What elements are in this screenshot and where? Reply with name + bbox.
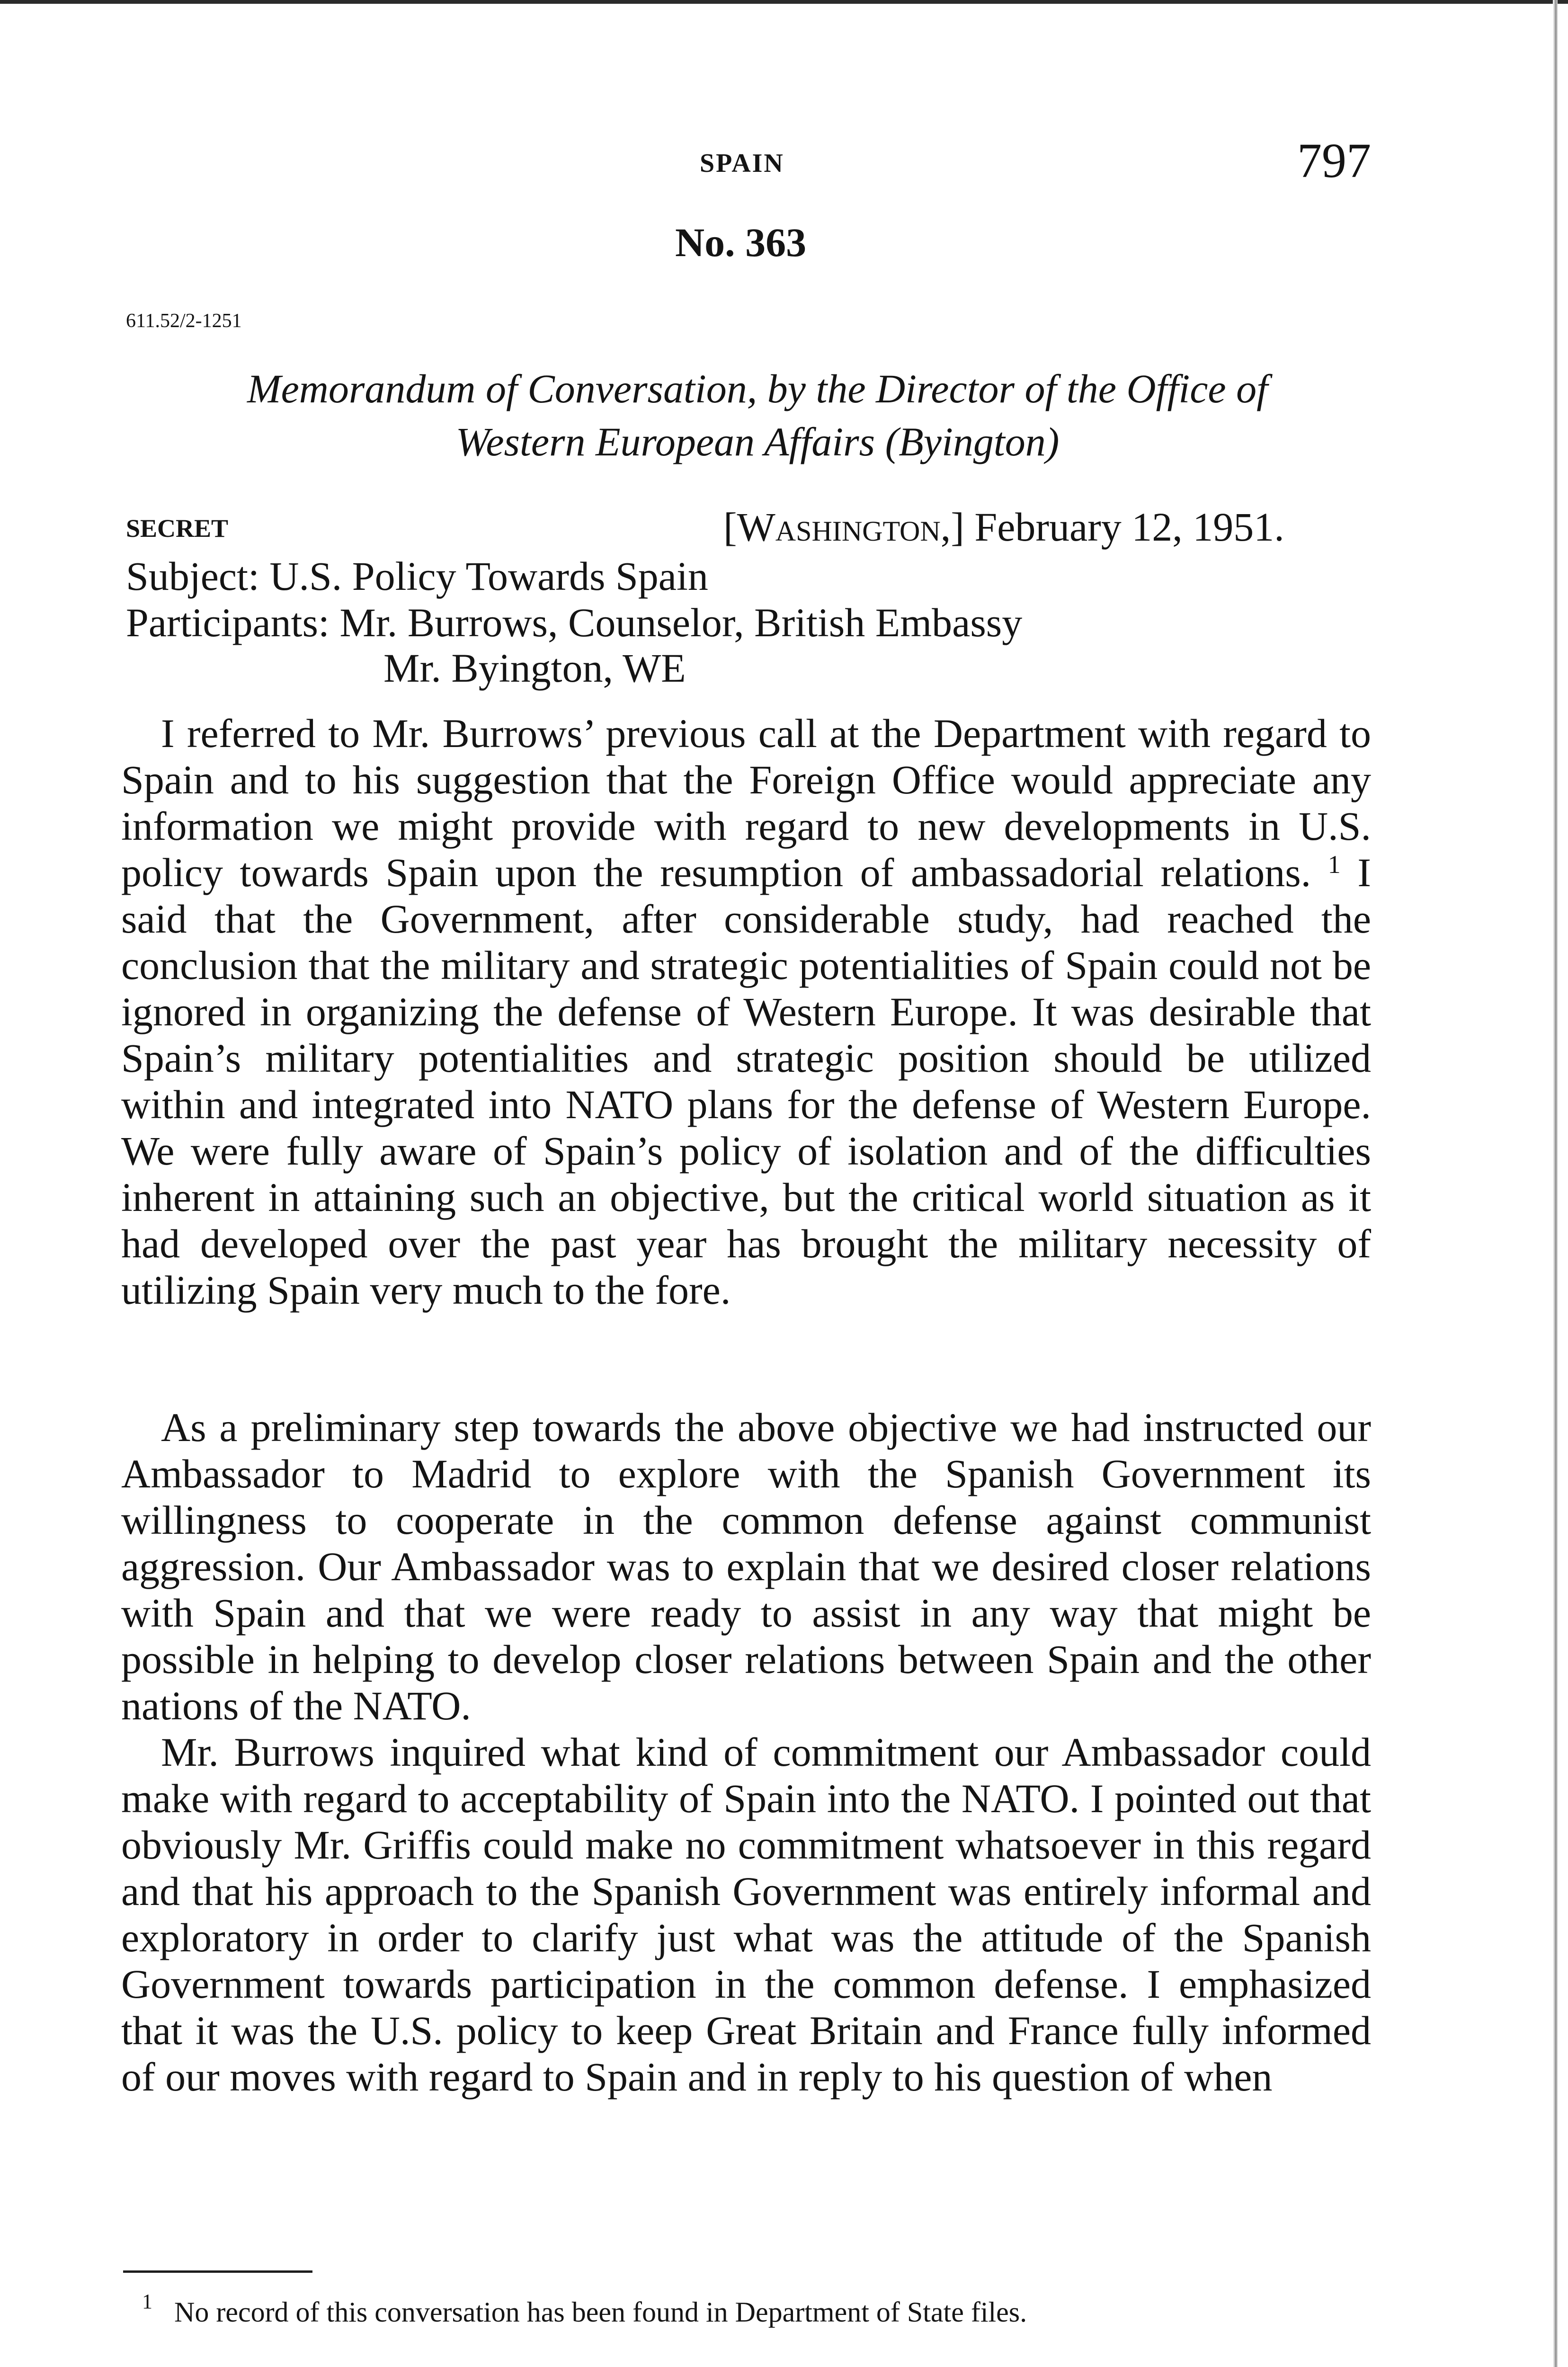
file-reference: 611.52/2-1251 xyxy=(126,310,242,332)
page-top-border xyxy=(0,0,1568,4)
participant-2: Mr. Byington, WE xyxy=(383,645,686,691)
paragraph-2: As a preliminary step towards the above objective we had instructed our Ambassador to Madrid to explore with the Spanish Government its willingness to cooperate in the common defense against communist aggression. Our Ambassador was to explain that we desired closer relations with Spain and that we were ready to assist in any way that might be possible in helping to develop closer relations between Spain and the other nations of the NATO. xyxy=(121,1405,1371,1728)
document-title xyxy=(170,362,1345,468)
classification-marking: SECRET xyxy=(126,514,229,543)
page-number: 797 xyxy=(1297,133,1371,188)
paragraph-1-part-1: I referred to Mr. Burrows’ previous call at the Department with regard to Spain and to his suggestion that the Foreign Office would appreciate any information we might provide with regard to new developments in U.S. policy towards Spain upon the resumption of ambassadorial relations. xyxy=(121,711,1371,895)
dateline-date: February 12, 1951. xyxy=(974,504,1284,550)
running-head: SPAIN xyxy=(700,149,784,178)
paragraph-1 xyxy=(121,710,1371,1313)
subject-line xyxy=(126,552,708,600)
paragraph-1-part-2: I said that the Government, after considerable study, had reached the conclusion that the military and strategic potentialities of Spain could not be ignored in organizing the defense of Western Europe. It was desirable that Spain’s military potentialities and strategic position should be utilized within and integrated into NATO plans for the defense of Western Europe. We were fully aware of Spain’s policy of isolation and of the difficulties inherent in attaining such an objective, but the critical world situation as it had developed over the past year has brought the military necessity of utilizing Spain very much to the fore. xyxy=(121,850,1372,1313)
footnote-text: No record of this conversation has been found in Department of State files. xyxy=(174,2296,1027,2328)
subject-text: U.S. Policy Towards Spain xyxy=(269,553,708,599)
footnote-divider xyxy=(123,2270,312,2273)
paragraph-3: Mr. Burrows inquired what kind of commitment our Ambassador could make with regard to acceptability of Spain into the NATO. I pointed out that obviously Mr. Griffis could make no commitment whatsoever in this regard and that his approach to the Spanish Government was entirely informal and exploratory in order to clarify just what was the attitude of the Spanish Government towards participation in the common defense. I emphasized that it was the U.S. policy to keep Great Britain and France fully informed of our moves with regard to Spain and in reply to his question of when xyxy=(121,1729,1371,2100)
dateline-place: [Washington,] xyxy=(723,504,964,550)
footnote-reference: 1 xyxy=(1327,850,1341,879)
footnote-mark: 1 xyxy=(142,2290,152,2313)
participants-line-2 xyxy=(383,644,686,692)
page-edge-shadow xyxy=(1553,0,1558,2367)
dateline xyxy=(723,503,1284,551)
participants-label: Participants: xyxy=(126,600,330,645)
participant-1: Mr. Burrows, Counselor, British Embassy xyxy=(339,600,1023,645)
subject-label: Subject: xyxy=(126,553,259,599)
title-line-2: Western European Affairs (Byington) xyxy=(455,419,1060,464)
document-number: No. 363 xyxy=(675,220,807,265)
title-line-1: Memorandum of Conversation, by the Director of the Office of xyxy=(247,366,1268,411)
participants-line xyxy=(126,599,1022,646)
